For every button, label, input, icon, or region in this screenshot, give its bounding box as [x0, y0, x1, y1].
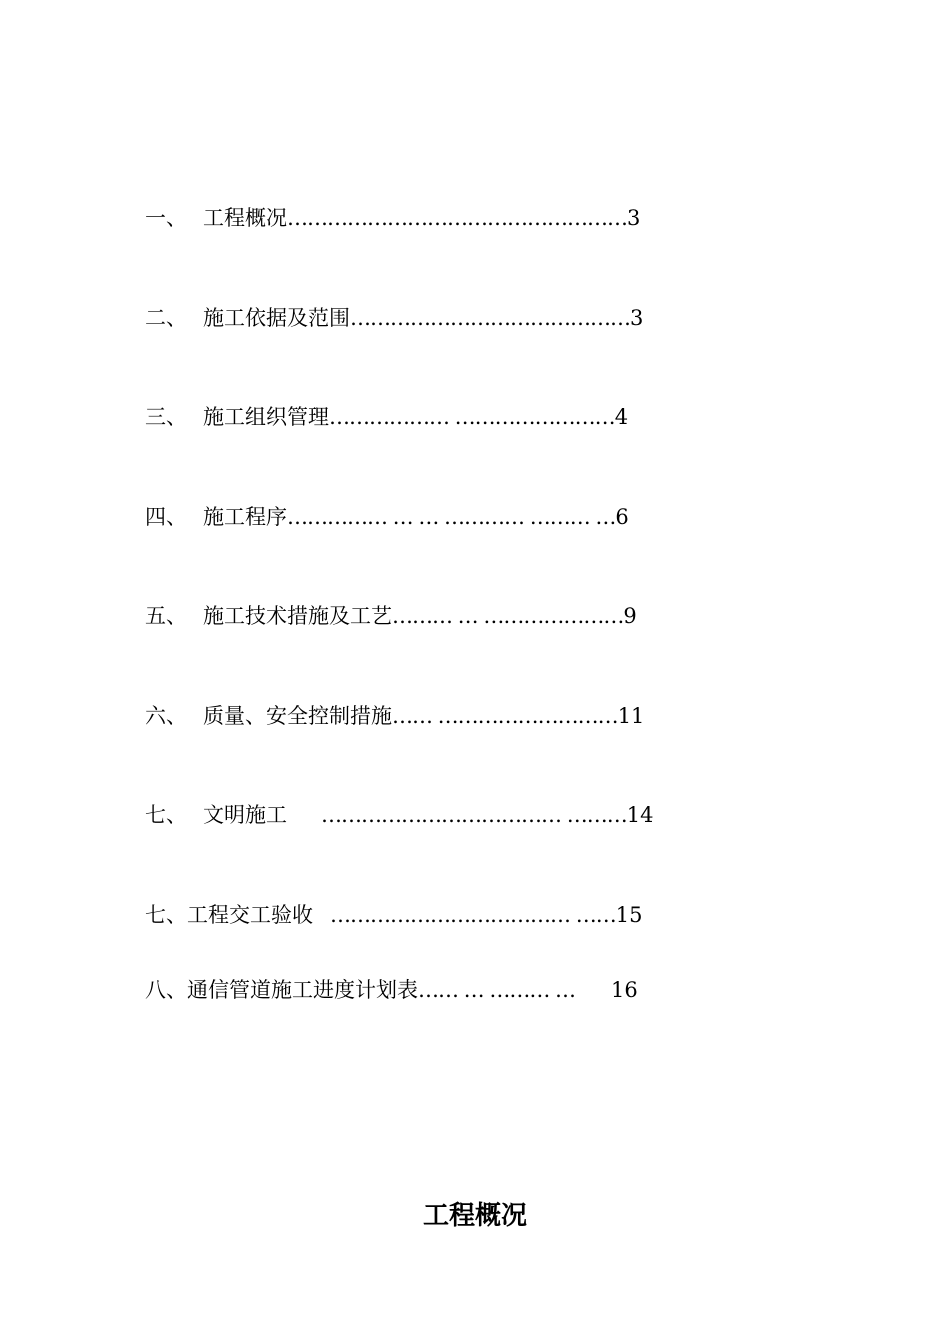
toc-number: 三、 — [145, 405, 187, 429]
toc-title: 文明施工 — [203, 803, 287, 827]
toc-number: 七、 — [145, 803, 187, 827]
toc-leader: ……………………………… …… — [313, 903, 616, 927]
toc-number: 七、 — [145, 903, 187, 927]
toc-title: 通信管道施工进度计划表 — [187, 978, 418, 1002]
toc-leader: …… … ……… … — [418, 978, 576, 1002]
toc-entry-6 — [145, 701, 644, 731]
toc-leader: …………………………………… — [350, 306, 630, 330]
toc-number: 八、 — [145, 978, 187, 1002]
toc-entry-7 — [145, 800, 653, 830]
toc-entry-5 — [145, 601, 637, 631]
toc-number: 二、 — [145, 306, 187, 330]
toc-number: 四、 — [145, 505, 187, 529]
toc-leader: ……………… …………………… — [329, 405, 615, 429]
toc-title: 工程交工验收 — [187, 903, 313, 927]
toc-entry-4 — [145, 502, 629, 532]
toc-entry-2 — [145, 303, 643, 333]
toc-title: 施工组织管理 — [203, 405, 329, 429]
section-heading: 工程概况 — [422, 1201, 527, 1231]
toc-entry-8 — [145, 900, 642, 930]
toc-page-number: 11 — [617, 704, 645, 728]
toc-entry-3 — [145, 402, 628, 432]
toc-leader: …………… … … ………… ……… … — [287, 505, 616, 529]
toc-leader: …………………………………………… — [287, 206, 627, 230]
toc-page-number: 14 — [626, 803, 654, 827]
toc-page-number: 15 — [615, 903, 643, 927]
toc-leader: ……… … ………………… — [392, 604, 624, 628]
toc-leader: …… ……………………… — [392, 704, 618, 728]
toc-title: 工程概况 — [203, 206, 287, 230]
toc-number: 六、 — [145, 704, 187, 728]
toc-title: 施工程序 — [203, 505, 287, 529]
toc-page-number: 3 — [630, 306, 644, 330]
toc-number: 一、 — [145, 206, 187, 230]
toc-page-number: 4 — [614, 405, 629, 429]
toc-page-number: 3 — [627, 206, 641, 230]
toc-title: 施工依据及范围 — [203, 306, 350, 330]
toc-page-number: 16 — [611, 978, 638, 1002]
toc-title: 质量、安全控制措施 — [203, 704, 392, 728]
toc-entry-1 — [145, 203, 640, 233]
toc-entry-9 — [145, 975, 638, 1005]
toc-number: 五、 — [145, 604, 187, 628]
toc-page-number: 9 — [623, 604, 637, 628]
toc-page-number: 6 — [615, 505, 629, 529]
toc-title: 施工技术措施及工艺 — [203, 604, 392, 628]
toc-leader: ……………………………… ……… — [287, 803, 627, 827]
